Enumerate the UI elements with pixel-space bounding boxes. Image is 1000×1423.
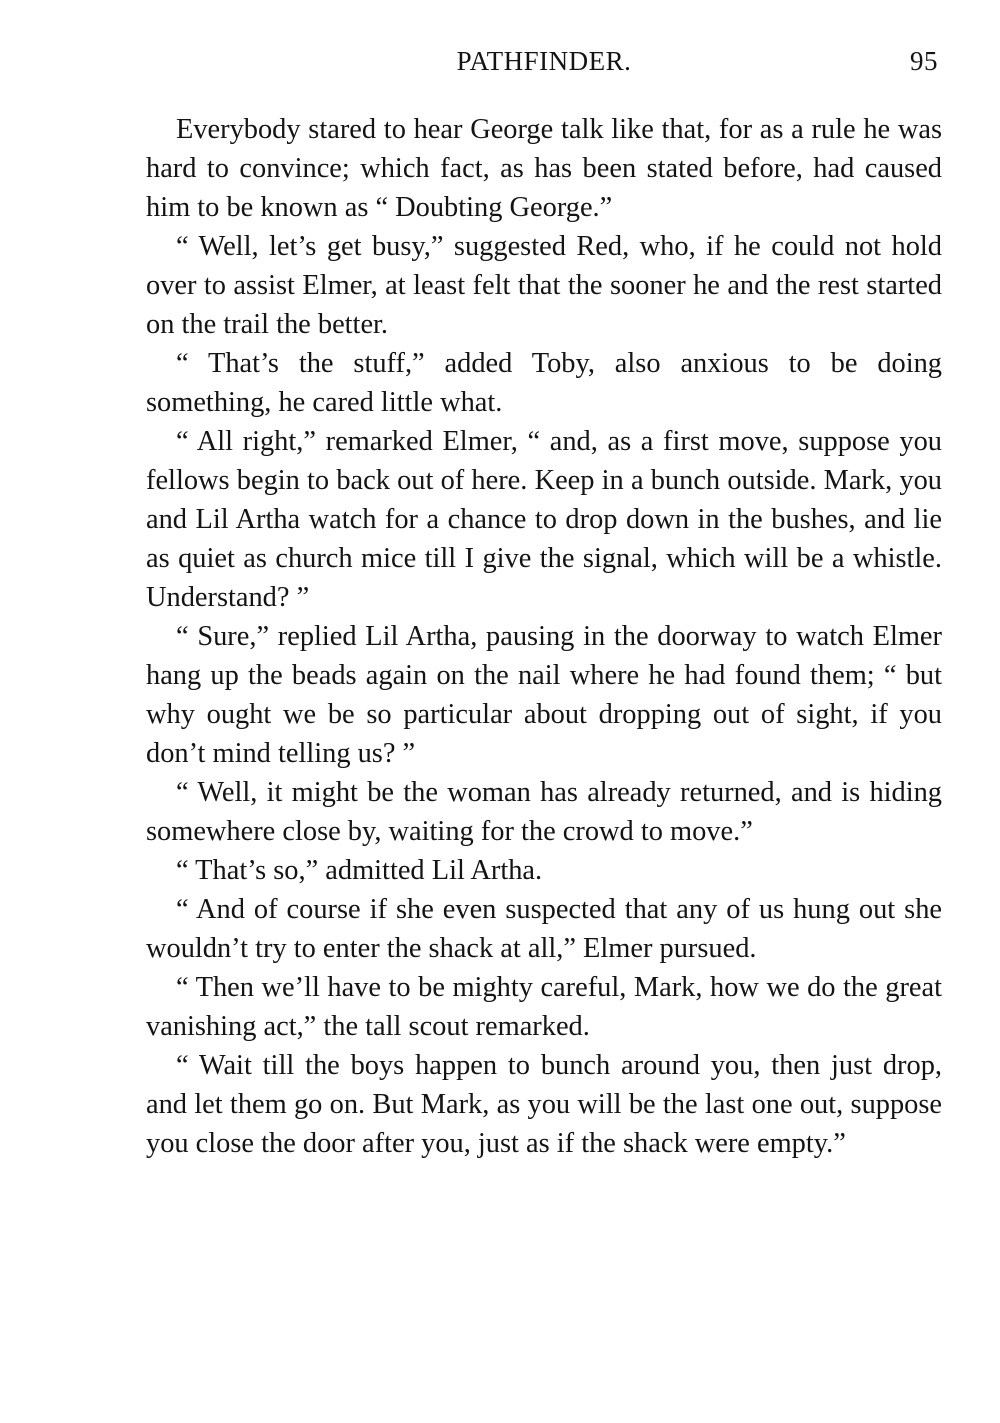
paragraph: “ Sure,” replied Lil Artha, pausing in the doorway to watch Elmer hang up the beads again on the nail where he had found them; “ but why ought we be so particular about dropping out of sight, if you don’t mind telling us? ” bbox=[146, 621, 942, 769]
paragraph: “ All right,” remarked Elmer, “ and, as a first move, suppose you fellows begin to back out of here. Keep in a bunch outside. Mark, you and Lil Artha watch for a chance to drop down in the bushes, and lie as quiet as church mice till I give the signal, which will be a whistle. Understand? ” bbox=[146, 426, 942, 613]
paragraph: “ And of course if she even suspected that any of us hung out she wouldn’t try to enter the shack at all,” Elmer pursued. bbox=[146, 894, 942, 964]
paragraph: “ Wait till the boys happen to bunch around you, then just drop, and let them go on. But Mark, as you will be the last one out, suppose you close the door after you, just as if the shack were empty.” bbox=[146, 1050, 942, 1159]
paragraph: “ Well, it might be the woman has already returned, and is hiding somewhere close by, waiting for the crowd to move.” bbox=[146, 777, 942, 847]
running-title: PATHFINDER. bbox=[456, 46, 632, 76]
running-header bbox=[146, 46, 942, 90]
paragraph: “ That’s so,” admitted Lil Artha. bbox=[176, 855, 543, 886]
paragraph: “ Well, let’s get busy,” suggested Red, who, if he could not hold over to assist Elmer, at least felt that the sooner he and the rest started on the trail the better. bbox=[146, 231, 942, 340]
page-number: 95 bbox=[910, 46, 938, 76]
paragraph: “ That’s the stuff,” added Toby, also anxious to be doing something, he cared little what. bbox=[146, 348, 942, 418]
paragraph: “ Then we’ll have to be mighty careful, Mark, how we do the great vanishing act,” the tall scout remarked. bbox=[146, 972, 942, 1042]
paragraph: Everybody stared to hear George talk like that, for as a rule he was hard to convince; which fact, as has been stated before, had caused him to be known as “ Doubting George.” bbox=[146, 114, 942, 223]
body-text bbox=[146, 110, 942, 1163]
